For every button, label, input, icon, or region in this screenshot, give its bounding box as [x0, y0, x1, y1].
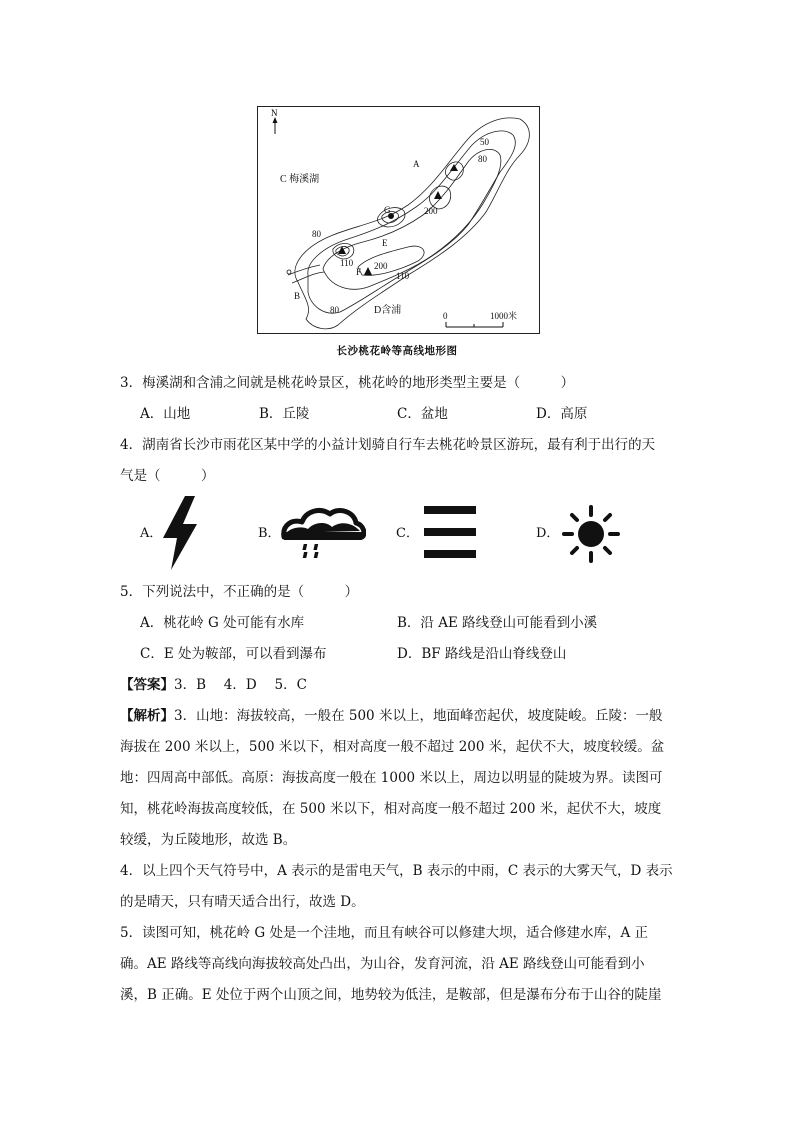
q4-option-c-label: C． [396, 526, 419, 541]
point-e-label: E [382, 238, 388, 248]
analysis-line-10: 溪，B 正确。E 处位于两个山顶之间，地势较为低洼，是鞍部，但是瀑布分布于山谷的陡崖 [120, 987, 662, 1003]
point-f-label: F [356, 267, 362, 277]
map-caption: 长沙桃花岭等高线地形图 [336, 345, 458, 357]
scale-end-label: 1000米 [490, 311, 518, 321]
contour-110-left-label: 110 [340, 258, 354, 268]
q5-option-a: A．桃花岭 G 处可能有水库 [140, 615, 305, 631]
analysis-line-4: 知，桃花岭海拔高度较低，在 500 米以下，相对高度一般不超过 200 米，起伏不大，坡度 [120, 801, 662, 817]
answer-label: 【答案】 [120, 677, 174, 693]
q3-stem: 3．梅溪湖和含浦之间就是桃花岭景区，桃花岭的地形类型主要是（ ） [120, 375, 575, 391]
contour-80-top-label: 80 [478, 154, 487, 164]
q3-option-b: B．丘陵 [259, 406, 310, 422]
contour-80-left-label: 80 [312, 229, 321, 239]
north-label: N [271, 108, 278, 118]
lightning-icon [161, 496, 201, 570]
q3-option-d: D．高原 [536, 406, 588, 422]
q5-option-b: B．沿 AE 路线登山可能看到小溪 [397, 615, 598, 631]
q5-stem: 5．下列说法中，不正确的是（ ） [120, 584, 359, 600]
analysis-label: 【解析】 [120, 708, 174, 724]
analysis-line-3: 地：四周高中部低。高原：海拔高度一般在 1000 米以上，周边以明显的陡坡为界。读图可 [120, 770, 663, 786]
peak-markers [338, 164, 458, 275]
answer-line [120, 676, 307, 694]
analysis-line-6: 4．以上四个天气符号中，A 表示的是雷电天气，B 表示的中雨，C 表示的大雾天气，D 表示 [120, 863, 673, 879]
moderate-rain-icon [280, 505, 366, 560]
sun-icon [562, 505, 620, 563]
answer-text: 3．B 4．D 5．C [174, 677, 307, 693]
contour-map-graphic [258, 107, 541, 335]
q4-option-d-label: D． [536, 526, 560, 541]
contour-200-top-label: 200 [424, 206, 438, 216]
contour-200-mid-label: 200 [374, 261, 388, 271]
fog-icon [424, 506, 476, 558]
point-a-label: A [413, 159, 420, 169]
scale-zero-label: 0 [443, 311, 448, 321]
analysis-line-8: 5．读图可知，桃花岭 G 处是一个洼地，而且有峡谷可以修建大坝，适合修建水库，A 正 [120, 925, 648, 941]
lake-label: C 梅溪湖 [280, 174, 320, 185]
q3-option-c: C．盆地 [397, 406, 448, 422]
q5-option-d: D．BF 路线是沿山脊线登山 [397, 646, 567, 662]
point-g-label: G [384, 205, 391, 215]
analysis-line-1 [120, 707, 662, 725]
analysis-line-5: 较缓，为丘陵地形，故选 B。 [120, 832, 297, 848]
q3-option-a: A．山地 [140, 406, 191, 422]
analysis-line-9: 确。AE 路线等高线向海拔较高处凸出，为山谷，发育河流，沿 AE 路线登山可能看到小 [120, 956, 645, 972]
q4-option-b-label: B． [258, 526, 281, 541]
q4-stem-line2: 气是（ ） [120, 468, 215, 484]
scale-bar [446, 322, 503, 327]
contour-lines [288, 118, 529, 329]
analysis-text-1: 3．山地：海拔较高，一般在 500 米以上，地面峰峦起伏，坡度陡峻。丘陵：一般 [174, 708, 663, 724]
analysis-line-2: 海拔在 200 米以上，500 米以下，相对高度一般不超过 200 米，起伏不大，坡度较缓。盆 [120, 739, 665, 755]
analysis-line-7: 的是晴天，只有晴天适合出行，故选 D。 [120, 894, 365, 910]
contour-110-right-label: 110 [396, 271, 410, 281]
q5-option-c: C．E 处为鞍部，可以看到瀑布 [140, 646, 327, 662]
hepu-label: D含浦 [374, 305, 402, 316]
contour-map [257, 106, 540, 334]
contour-80-bottom-label: 80 [330, 305, 339, 315]
q4-option-a-label: A． [140, 526, 163, 541]
point-b-label: B [294, 291, 301, 301]
contour-50-label: 50 [480, 137, 489, 147]
q4-stem-line1: 4．湖南省长沙市雨花区某中学的小益计划骑自行车去桃花岭景区游玩，最有利于出行的天 [120, 437, 656, 453]
